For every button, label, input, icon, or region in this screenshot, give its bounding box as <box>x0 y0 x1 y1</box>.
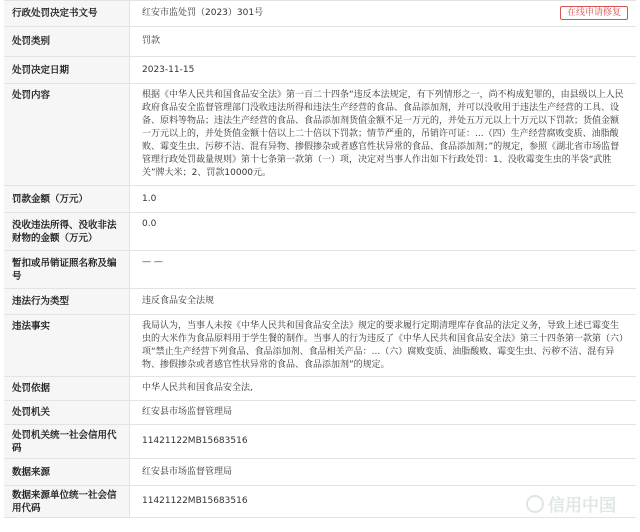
authority-code-value: 11421122MB15683516 <box>142 436 248 446</box>
row-source-code <box>4 486 636 518</box>
doc-no-value <box>130 1 636 26</box>
row-date <box>4 57 636 84</box>
authority-code-label: 处罚机关统一社会信用代码 <box>4 425 130 458</box>
apply-repair-button[interactable]: 在线申请修复 <box>560 6 628 20</box>
category-label: 处罚类别 <box>4 27 130 56</box>
doc-no-label: 行政处罚决定书文号 <box>4 1 130 26</box>
row-basis <box>4 377 636 401</box>
facts-value: 我局认为，当事人未按《中华人民共和国食品安全法》规定的要求履行定期清理库存食品的法定义务，导致上述已霉变生虫的大米作为食品原料用于学生餐的制作。当事人的行为违反了《中华人民共和国食品安全法》第三十四条第一款第（六）项“禁止生产经营下列食品、食品添加剂、食品相关产品：...（六）腐败变质、油脂酸败、霉变生虫、污秽不洁、混有异物、掺假掺杂或者感官性状异常的食品、食品添加剂”的规定。 <box>142 321 624 370</box>
confiscation-label: 没收违法所得、没收非法财物的金额（万元） <box>4 213 130 250</box>
date-value: 2023-11-15 <box>142 64 195 75</box>
violation-type-label: 违法行为类型 <box>4 289 130 314</box>
fine-value: 1.0 <box>142 193 157 204</box>
row-authority-code <box>4 425 636 459</box>
source-label: 数据来源 <box>4 459 130 485</box>
authority-value: 红安县市场监督管理局 <box>142 407 233 417</box>
content-label: 处罚内容 <box>4 84 130 185</box>
row-doc-no <box>4 1 636 27</box>
source-code-value: 11421122MB15683516 <box>142 496 248 506</box>
fine-label: 罚款金额（万元） <box>4 186 130 212</box>
date-label: 处罚决定日期 <box>4 57 130 83</box>
content-value: 根据《中华人民共和国食品安全法》第一百二十四条“违反本法规定，有下列情形之一，尚不构成犯罪的，由县级以上人民政府食品安全监督管理部门没收违法所得和违法生产经营的食品、食品添加剂，并可以没收用于违法生产经营的工具、设备、原料等物品；违法生产经营的食品、食品添加剂货值金额不足一万元的，并处五万元以上十万元以下罚款；货值金额一万元以上的，并处货值金额十倍以上二十倍以下罚款；情节严重的，吊销许可证：...（四）生产经营腐败变质、油脂酸败、霉变生虫、污秽不洁、混有异物、掺假掺杂或者感官性状异常的食品、食品添加剂；”的规定，参照《湖北省市场监督管理行政处罚裁量规则》第十七条第一款第（一）项，决定对当事人作出如下行政处罚：1、没收霉变生虫的半袋“武胜关”牌大米；2、罚款10000元。 <box>142 90 624 178</box>
source-value: 红安县市场监督管理局 <box>142 466 233 477</box>
basis-value: 中华人民共和国食品安全法, <box>142 383 253 393</box>
category-value: 罚款 <box>142 36 161 46</box>
basis-label: 处罚依据 <box>4 377 130 400</box>
watermark-text: 信用中国 <box>548 496 616 516</box>
violation-type-value: 违反食品安全法规 <box>142 296 215 306</box>
license-value: — — <box>142 257 163 267</box>
row-license <box>4 251 636 289</box>
authority-label: 处罚机关 <box>4 401 130 424</box>
facts-label: 违法事实 <box>4 315 130 376</box>
row-violation-type <box>4 289 636 315</box>
confiscation-value: 0.0 <box>142 219 157 229</box>
row-facts <box>4 315 636 377</box>
license-label: 暂扣或吊销证照名称及编号 <box>4 251 130 288</box>
doc-no-text: 红安市监处罚（2023）301号 <box>142 8 264 18</box>
row-authority <box>4 401 636 425</box>
row-confiscation <box>4 213 636 251</box>
penalty-table <box>4 0 636 518</box>
source-code-label: 数据来源单位统一社会信用代码 <box>4 486 130 517</box>
row-fine <box>4 186 636 213</box>
row-source <box>4 459 636 486</box>
row-content <box>4 84 636 186</box>
row-category <box>4 27 636 57</box>
